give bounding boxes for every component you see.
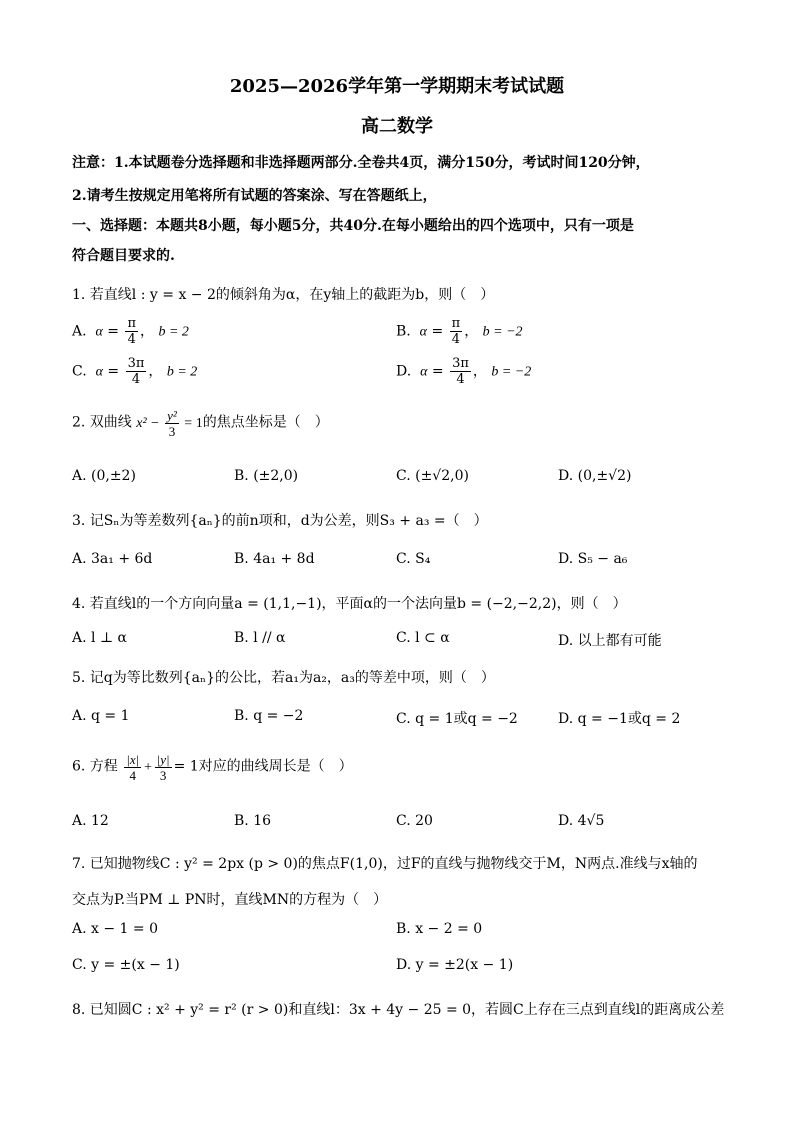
question-7-option-a: A. x − 1 = 0 [72,921,158,937]
section-heading-line-1: 一、选择题：本题共8小题，每小题5分，共40分.在每小题给出的四个选项中，只有一项是 [72,218,634,234]
question-5-option-a: A. q = 1 [72,708,130,724]
question-7-option-d: D. y = ±2(x − 1) [396,957,514,973]
question-1-stem: 1. 若直线l : y = x − 2的倾斜角为α，在y轴上的截距为b，则（ ） [72,287,495,303]
question-4-option-a: A. l ⊥ α [72,630,128,646]
exam-title: 2025—2026学年第一学期期末考试试题 [229,76,565,97]
question-2-option-d: D. (0,±√2) [558,468,632,484]
question-7-stem-line-2: 交点为P.当PM ⊥ PN时，直线MN的方程为（ ） [72,892,388,908]
question-5-stem: 5. 记q为等比数列{aₙ}的公比，若a₁为a₂，a₃的等差中项，则（ ） [72,670,495,686]
question-1-option-a: A. α = $\frac{\pi}{4}$ ， b = 2 [72,316,189,347]
question-2-option-c: C. (±√2,0) [396,468,469,484]
question-6-option-d: D. 4√5 [558,813,605,829]
question-1-option-d: D. α = $\frac{3\pi}{4}$ ， b = −2 [396,356,532,387]
question-3-stem: 3. 记Sₙ为等差数列{aₙ}的前n项和，d为公差，则S₃ + a₃ =（ ） [72,513,488,529]
question-5-option-d: D. q = −1或q = 2 [558,711,681,727]
question-3-option-a: A. 3a₁ + 6d [72,551,153,567]
question-8-stem: 8. 已知圆C : x² + y² = r² (r > 0)和直线l：3x + 4y − 25 = 0，若圆C上存在三点到直线l的距离成公差 [72,1002,725,1018]
question-5-option-b: B. q = −2 [234,708,304,724]
question-3-option-b: B. 4a₁ + 8d [234,551,315,567]
note-line-1: 注意：1.本试题卷分选择题和非选择题两部分.全卷共4页，满分150分，考试时间120分钟， [72,155,650,171]
question-6-option-a: A. 12 [72,813,109,829]
question-4-stem: 4. 若直线l的一个方向向量a = (1,1,−1)，平面α的一个法向量b = (−2,−2,2)，则（ ） [72,596,627,612]
curve-equation: $\frac{|x|}{4}$ + $\frac{|y|}{3}$ [126,752,170,783]
question-3-option-d: D. S₅ − a₆ [558,551,628,567]
question-5-option-c: C. q = 1或q = −2 [396,711,518,727]
question-6-option-b: B. 16 [234,813,272,829]
question-2-stem: 2. 双曲线 x² − $\frac{\text{y²}}{3}$ = 1的焦点坐标是（ ） [72,408,329,439]
hyperbola-equation: x² − $\frac{\text{y²}}{3}$ = 1 [136,408,203,439]
question-2-option-a: A. (0,±2) [72,468,136,484]
question-6-option-c: C. 20 [396,813,433,829]
question-4-option-b: B. l // α [234,630,286,646]
question-6-stem: 6. 方程 $\frac{|x|}{4}$ + $\frac{|y|}{3}$ = 1对应的曲线周长是（ ） [72,752,353,783]
question-4-option-c: C. l ⊂ α [396,630,450,646]
question-1-option-c: C. α = $\frac{3\pi}{4}$ ， b = 2 [72,356,198,387]
exam-subtitle: 高二数学 [361,116,433,137]
question-7-option-b: B. x − 2 = 0 [396,921,483,937]
question-3-option-c: C. S₄ [396,551,431,567]
question-2-option-b: B. (±2,0) [234,468,299,484]
question-1-option-b: B. α = $\frac{\pi}{4}$ ， b = −2 [396,316,523,347]
question-7-option-c: C. y = ±(x − 1) [72,957,180,973]
question-4-option-d: D. 以上都有可能 [558,633,662,649]
question-7-stem-line-1: 7. 已知抛物线C : y² = 2px (p > 0)的焦点F(1,0)，过F的直线与抛物线交于M，N两点.准线与x轴的 [72,856,698,872]
section-heading-line-2: 符合题目要求的. [72,248,175,264]
note-line-2: 2.请考生按规定用笔将所有试题的答案涂、写在答题纸上， [72,188,437,204]
